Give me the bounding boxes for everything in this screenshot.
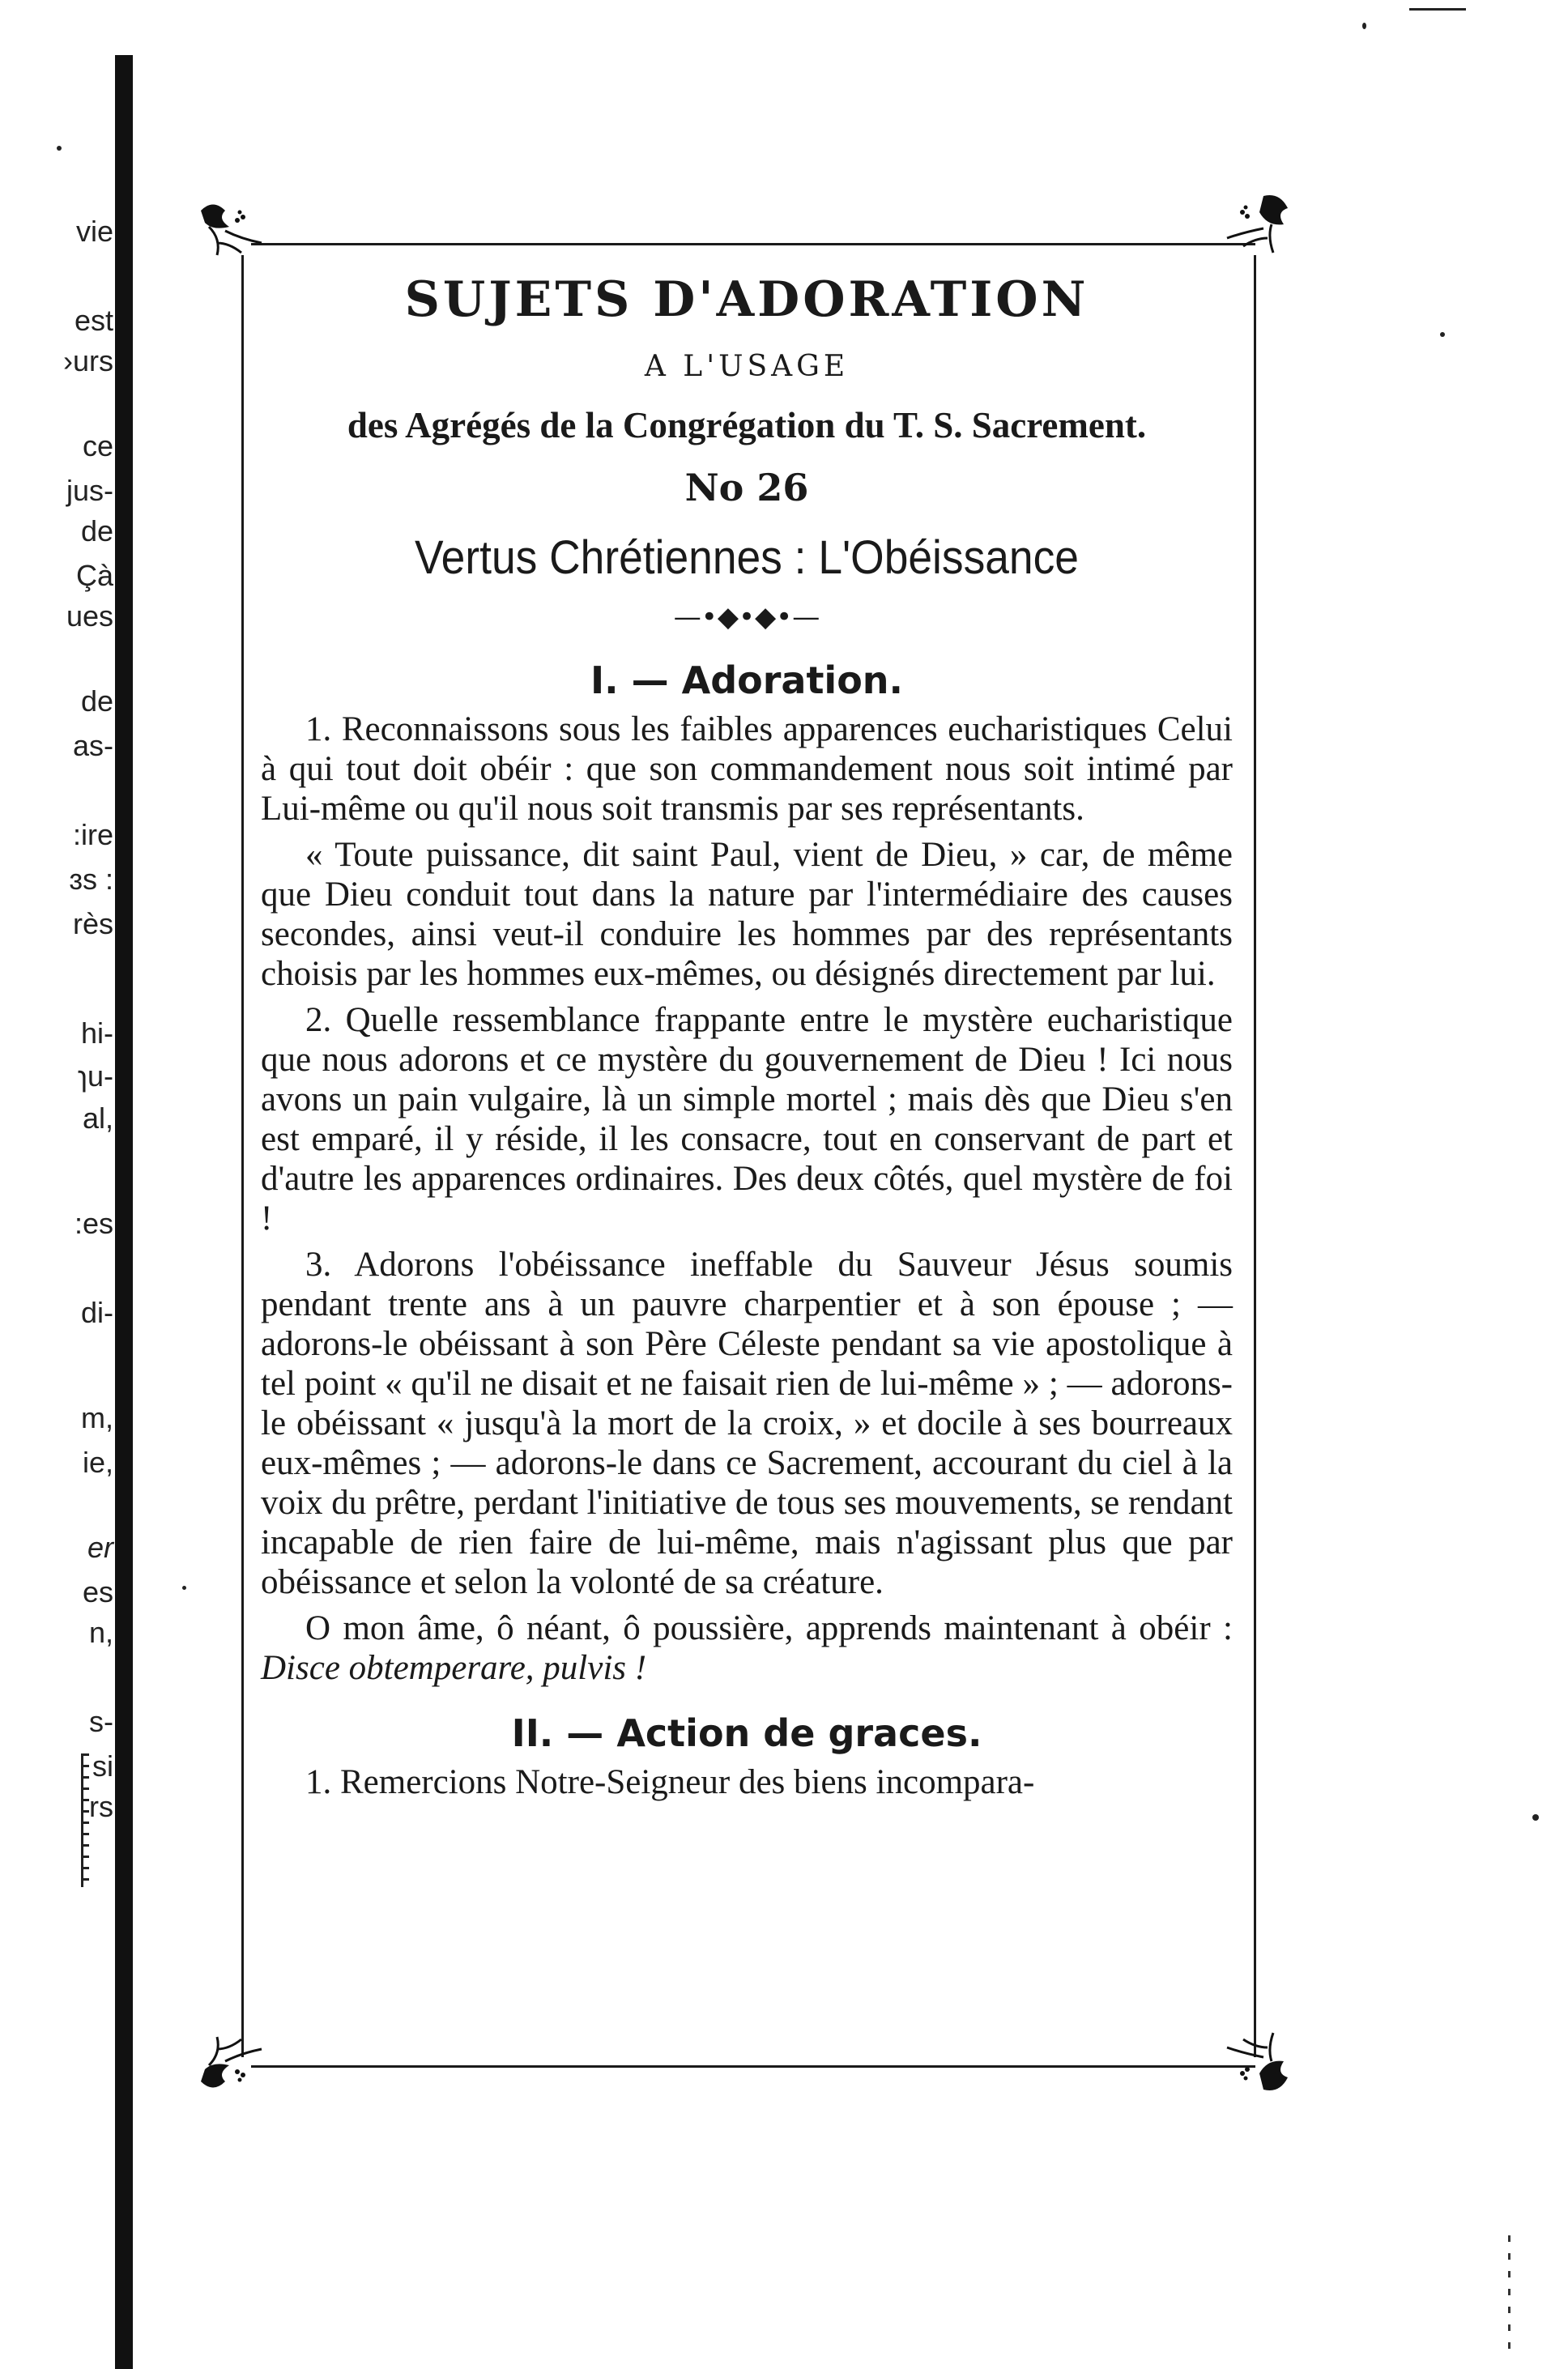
latin-quote: Disce obtemperare, pulvis ! xyxy=(261,1649,647,1687)
subject-title: Vertus Chrétiennes : L'Obéissance xyxy=(415,531,1079,584)
vine-ornament-icon xyxy=(193,194,266,267)
adjacent-page-margin xyxy=(24,0,113,2369)
ink-speck xyxy=(1362,23,1366,29)
page-title: SUJETS D'ADORATION xyxy=(404,271,1089,328)
margin-word: er xyxy=(87,1531,113,1564)
paragraph: 1. Reconnaissons sous les faibles apparences eucharistiques Celui à qui tout doit obéir : que son commandement nous soit intimé par Lui-même ou qu'il nous soit transmis par ses représentants. xyxy=(261,710,1233,828)
frame-right-rule xyxy=(1254,255,1256,2057)
book-spine-shadow xyxy=(115,55,133,2369)
margin-word: jus- xyxy=(66,474,113,507)
margin-word: de xyxy=(80,684,113,718)
margin-word: si xyxy=(92,1749,113,1783)
usage-line: A L'USAGE xyxy=(644,350,850,383)
margin-word: ›urs xyxy=(63,344,113,377)
closing-text: O mon âme, ô néant, ô poussière, apprends maintenant à obéir : xyxy=(305,1609,1233,1647)
margin-word: :ire xyxy=(72,818,113,851)
section-heading-adoration: I. — Adoration. xyxy=(590,658,904,702)
margin-word: vie xyxy=(75,215,113,248)
vine-ornament-icon xyxy=(1223,2025,1296,2098)
margin-word: al, xyxy=(82,1101,113,1135)
margin-word: est xyxy=(74,304,113,337)
margin-word: :es xyxy=(74,1207,113,1240)
margin-word: ɜs : xyxy=(69,863,113,896)
margin-word: as- xyxy=(72,729,113,762)
margin-word: ues xyxy=(66,599,113,633)
flourish-divider: —•◆•◆•— xyxy=(673,601,820,633)
paragraph: « Toute puissance, dit saint Paul, vient de Dieu, » car, de même que Dieu conduit tout dans la nature par l'intermédiaire des causes secondes, ainsi veut-il conduire les hommes par des représentants choisis par les hommes eux-mêmes, ou désignés directement par lui. xyxy=(261,836,1233,993)
section-heading-action-de-graces: II. — Action de graces. xyxy=(511,1711,982,1755)
page-content xyxy=(261,267,1233,1809)
margin-word: n, xyxy=(88,1616,113,1649)
frame-left-rule xyxy=(241,255,244,2057)
frame-bottom-rule xyxy=(251,2065,1255,2068)
margin-word: Çà xyxy=(75,559,113,592)
margin-word: s- xyxy=(89,1705,113,1738)
edge-marks xyxy=(1508,2235,1510,2349)
closing-paragraph xyxy=(261,1608,1233,1688)
vine-ornament-icon xyxy=(1223,188,1296,261)
paragraph: 3. Adorons l'obéissance ineffable du Sauveur Jésus soumis pendant trente ans à un pauvre charpentier et à son épouse ; — adorons-le obéissant à son Père Céleste pendant sa vie apostolique à tel point « qu'il ne disait et ne faisait rien de lui-même » ; — adorons-le obéissant « jusqu'à la mort de la croix, » et docile à ses bourreaux eux-mêmes ; — adorons-le dans ce Sacrement, accourant du ciel à la voix du prêtre, perdant l'initiative de tous ses mouvements, se rendant incapable de rien faire de lui-même, mais n'agissant plus que par obéissance et selon la volonté de sa créature. xyxy=(261,1246,1233,1601)
margin-word: ie, xyxy=(82,1446,113,1479)
margin-tick-ruler xyxy=(81,1753,93,1887)
vine-ornament-icon xyxy=(193,2025,266,2098)
top-edge-rule xyxy=(1409,8,1466,11)
margin-word: hi- xyxy=(80,1016,113,1050)
ink-speck xyxy=(1532,1814,1539,1821)
issue-number: No 26 xyxy=(684,466,809,509)
margin-word: rs xyxy=(89,1790,113,1823)
margin-word: m, xyxy=(81,1401,113,1434)
margin-word: ce xyxy=(82,429,113,462)
ink-speck xyxy=(1440,332,1445,337)
frame-top-rule xyxy=(251,243,1255,245)
congregation-line: des Agrégés de la Congrégation du T. S. Sacrement. xyxy=(347,405,1147,445)
margin-word: rès xyxy=(72,907,113,940)
margin-word: di- xyxy=(80,1296,113,1329)
margin-word: es xyxy=(82,1575,113,1608)
paragraph: 2. Quelle ressemblance frappante entre le mystère eucharistique que nous adorons et ce mystère du gouvernement de Dieu ! Ici nous avons un pain vulgaire, là un simple mortel ; mais dès que Dieu s'en est emparé, il y réside, il les consacre, tout en conservant de part et d'autre les apparences ordinaires. Des deux côtés, quel mystère de foi ! xyxy=(261,1001,1233,1238)
margin-word: ɿu- xyxy=(78,1059,113,1093)
paragraph: 1. Remercions Notre-Seigneur des biens incompara- xyxy=(305,1763,1035,1801)
ink-speck xyxy=(182,1586,186,1590)
margin-word: de xyxy=(80,514,113,548)
